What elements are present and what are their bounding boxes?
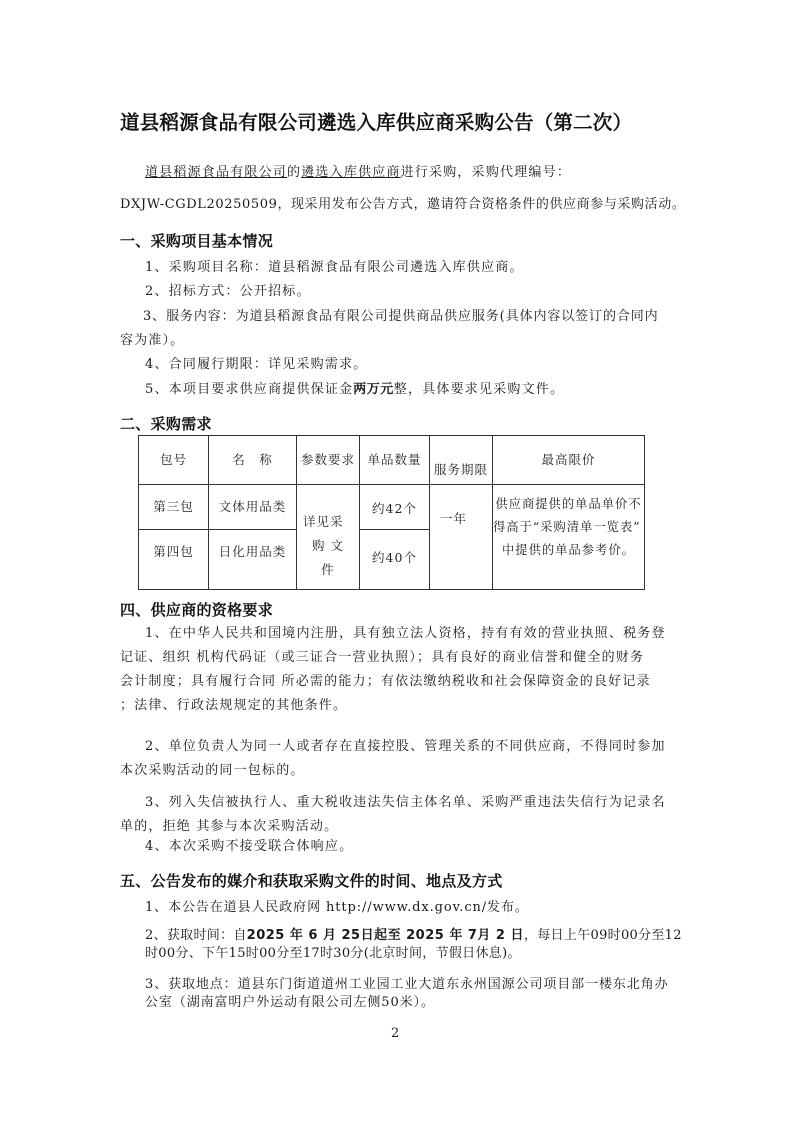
section5-item2-line1 bbox=[145, 926, 682, 946]
header-service-period: 服务期限 bbox=[430, 436, 493, 485]
item2-pre: 2、获取时间：自 bbox=[145, 928, 247, 943]
section4-item1-line4: ；法律、行政法规规定的其他条件。 bbox=[120, 698, 348, 713]
name-cell: 日化用品类 bbox=[209, 530, 297, 590]
section4-item1-line2: 记证、组织 机构代码证（或三证合一营业执照）；具有良好的商业信誉和健全的财务 bbox=[120, 650, 645, 665]
quantity-cell: 约42个 bbox=[360, 485, 430, 530]
params-line-2: 购 文 bbox=[312, 538, 344, 553]
section1-item-1: 1、采购项目名称：道县稻源食品有限公司遴选入库供应商。 bbox=[145, 260, 524, 275]
section4-item1-line1: 1、在中华人民共和国境内注册，具有独立法人资格，持有有效的营业执照、税务登 bbox=[145, 626, 666, 641]
params-line-1: 详见采 bbox=[303, 514, 344, 529]
package-cell: 第四包 bbox=[139, 530, 209, 590]
section1-item-2: 2、招标方式：公开招标。 bbox=[145, 284, 311, 299]
section1-item-4: 4、合同履行期限：详见采购需求。 bbox=[145, 357, 368, 372]
section1-item-3-cont: 容为准）。 bbox=[120, 333, 185, 348]
document-title: 道县稻源食品有限公司遴选入库供应商采购公告（第二次） bbox=[120, 111, 633, 134]
section5-item2-line2: 时00分、下午15时00分至17时30分(北京时间，节假日休息)。 bbox=[145, 946, 521, 961]
table-row bbox=[139, 485, 645, 530]
section4-item3-line1: 3、列入失信被执行人、重大税收违法失信主体名单、采购严重违法失信行为记录名 bbox=[145, 795, 666, 810]
section5-item1: 1、本公告在道县人民政府网 http://www.dx.gov.cn/发布。 bbox=[145, 900, 529, 915]
section4-item1-line3: 会计制度；具有履行合同 所必需的能力；有依法缴纳税收和社会保障资金的良好记录 bbox=[120, 674, 651, 689]
price-limit-line-3: 中提供的单品参考价。 bbox=[502, 543, 635, 557]
header-quantity: 单品数量 bbox=[360, 436, 430, 485]
params-cell bbox=[297, 485, 360, 590]
name-cell: 文体用品类 bbox=[209, 485, 297, 530]
table-header-row bbox=[139, 436, 645, 485]
item5-post: 整，具体要求见采购文件。 bbox=[393, 382, 565, 397]
section4-item2-line2: 本次采购活动的同一包标的。 bbox=[120, 763, 305, 778]
intro-line-2: DXJW-CGDL20250509，现采用发布公告方式，邀请符合资格条件的供应商参与采购活动。 bbox=[120, 197, 686, 212]
item5-pre: 5、本项目要求供应商提供保证金 bbox=[145, 382, 354, 397]
item2-post: ，每日上午09时00分至12 bbox=[524, 928, 682, 943]
section4-item3-line2: 单的，拒绝 其参与本次采购活动。 bbox=[120, 819, 339, 834]
section1-item-5 bbox=[145, 380, 564, 400]
intro-project: 遴选入库供应商 bbox=[301, 165, 401, 180]
requirements-table bbox=[138, 435, 645, 590]
section4-heading: 四、供应商的资格要求 bbox=[120, 601, 274, 619]
header-params: 参数要求 bbox=[297, 436, 360, 485]
deposit-amount: 两万元 bbox=[353, 382, 394, 397]
section2-heading: 二、采购需求 bbox=[120, 415, 212, 433]
intro-rest: 进行采购，采购代理编号： bbox=[400, 165, 572, 180]
intro-company: 道县稻源食品有限公司 bbox=[145, 165, 288, 180]
service-period-cell: 一年 bbox=[430, 485, 493, 590]
params-line-3: 件 bbox=[321, 562, 335, 577]
section4-item4: 4、本次采购不接受联合体响应。 bbox=[145, 839, 354, 854]
header-package: 包号 bbox=[139, 436, 209, 485]
page-number: 2 bbox=[391, 1026, 400, 1041]
section5-item3-line1: 3、获取地点：道县东门街道道州工业园工业大道东永州国源公司项目部一楼东北角办 bbox=[145, 977, 669, 992]
quantity-cell: 约40个 bbox=[360, 530, 430, 590]
price-limit-cell bbox=[493, 485, 645, 590]
header-name: 名 称 bbox=[209, 436, 297, 485]
section1-item-3: 3、服务内容：为道县稻源食品有限公司提供商品供应服务(具体内容以签订的合同内 bbox=[143, 309, 659, 324]
acquisition-dates: 2025 年 6 月 25日起至 2025 年 7月 2 日 bbox=[246, 928, 524, 943]
section1-heading: 一、采购项目基本情况 bbox=[120, 232, 274, 250]
section5-item3-line2: 公室（湖南富明户外运动有限公司左侧50米）。 bbox=[145, 995, 435, 1010]
section5-heading: 五、公告发布的媒介和获取采购文件的时间、地点及方式 bbox=[120, 872, 503, 890]
intro-de: 的 bbox=[287, 165, 302, 180]
price-limit-line-2: 得高于“采购清单一览表” bbox=[493, 520, 641, 534]
section4-item2-line1: 2、单位负责人为同一人或者存在直接控股、管理关系的不同供应商，不得同时参加 bbox=[145, 739, 666, 754]
intro-line-1 bbox=[145, 163, 571, 183]
package-cell: 第三包 bbox=[139, 485, 209, 530]
price-limit-line-1: 供应商提供的单品单价不 bbox=[495, 497, 642, 511]
header-price-limit: 最高限价 bbox=[493, 436, 645, 485]
